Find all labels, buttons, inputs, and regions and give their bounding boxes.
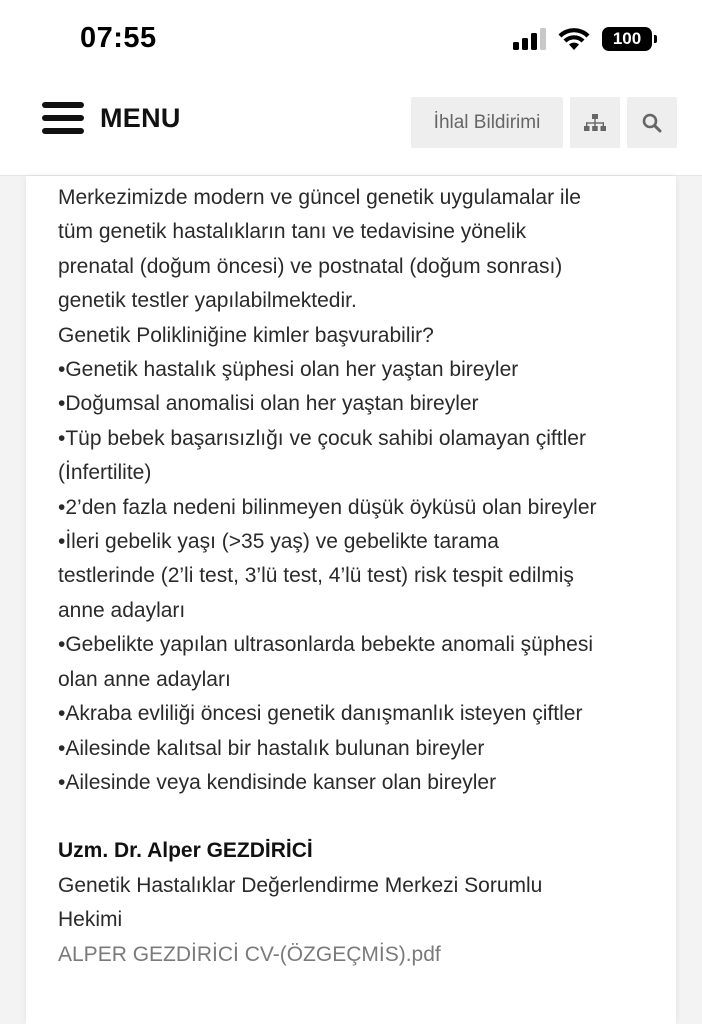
cv-pdf-link[interactable]: ALPER GEZDİRİCİ CV-(ÖZGEÇMİS).pdf xyxy=(58,942,441,966)
list-item: •Akraba evliliği öncesi genetik danışmanlık isteyen çiftler xyxy=(58,702,583,726)
menu-button[interactable] xyxy=(42,102,181,134)
sitemap-button[interactable] xyxy=(570,97,620,148)
intro-line: prenatal (doğum öncesi) ve postnatal (doğum sonrası) xyxy=(58,254,563,278)
list-item: •2’den fazla nedeni bilinmeyen düşük öyküsü olan bireyler xyxy=(58,495,597,519)
question-heading: Genetik Polikliniğine kimler başvurabilir? xyxy=(58,323,434,347)
status-bar xyxy=(0,0,702,84)
battery-icon: 100 xyxy=(602,27,652,51)
list-item: olan anne adayları xyxy=(58,667,231,691)
doctor-title: Genetik Hastalıklar Değerlendirme Merkezi Sorumlu xyxy=(58,873,543,897)
doctor-title: Hekimi xyxy=(58,908,123,932)
cellular-signal-icon xyxy=(513,28,546,50)
menu-label: MENU xyxy=(100,102,181,133)
list-item: anne adayları xyxy=(58,598,186,622)
list-item: •İleri gebelik yaşı (>35 yaş) ve gebelikte tarama xyxy=(58,530,499,554)
intro-line: genetik testler yapılabilmektedir. xyxy=(58,289,357,313)
list-item: •Ailesinde veya kendisinde kanser olan bireyler xyxy=(58,770,497,794)
wifi-icon xyxy=(558,27,590,51)
intro-line: tüm genetik hastalıkların tanı ve tedavisine yönelik xyxy=(58,220,527,244)
status-icons xyxy=(513,27,652,51)
list-item: •Tüp bebek başarısızlığı ve çocuk sahibi olamayan çiftler xyxy=(58,426,586,450)
spacer xyxy=(58,800,658,834)
search-icon xyxy=(642,113,662,133)
hamburger-icon xyxy=(42,102,84,134)
ihlal-bildirimi-button[interactable]: İhlal Bildirimi xyxy=(411,97,563,148)
search-button[interactable] xyxy=(627,97,677,148)
doctor-name: Uzm. Dr. Alper GEZDİRİCİ xyxy=(58,839,313,863)
list-item: •Ailesinde kalıtsal bir hastalık bulunan bireyler xyxy=(58,736,485,760)
status-time: 07:55 xyxy=(80,22,157,54)
list-item: (İnfertilite) xyxy=(58,461,152,485)
list-item: •Doğumsal anomalisi olan her yaştan bireyler xyxy=(58,392,479,416)
site-header xyxy=(0,84,702,176)
list-item: •Gebelikte yapılan ultrasonlarda bebekte anomali şüphesi xyxy=(58,633,594,657)
list-item: testlerinde (2’li test, 3’lü test, 4’lü test) risk tespit edilmiş xyxy=(58,564,574,588)
sitemap-icon xyxy=(584,113,606,133)
list-item: •Genetik hastalık şüphesi olan her yaştan bireyler xyxy=(58,358,519,382)
intro-line: Merkezimizde modern ve güncel genetik uygulamalar ile xyxy=(58,186,581,209)
article-content xyxy=(58,181,658,972)
